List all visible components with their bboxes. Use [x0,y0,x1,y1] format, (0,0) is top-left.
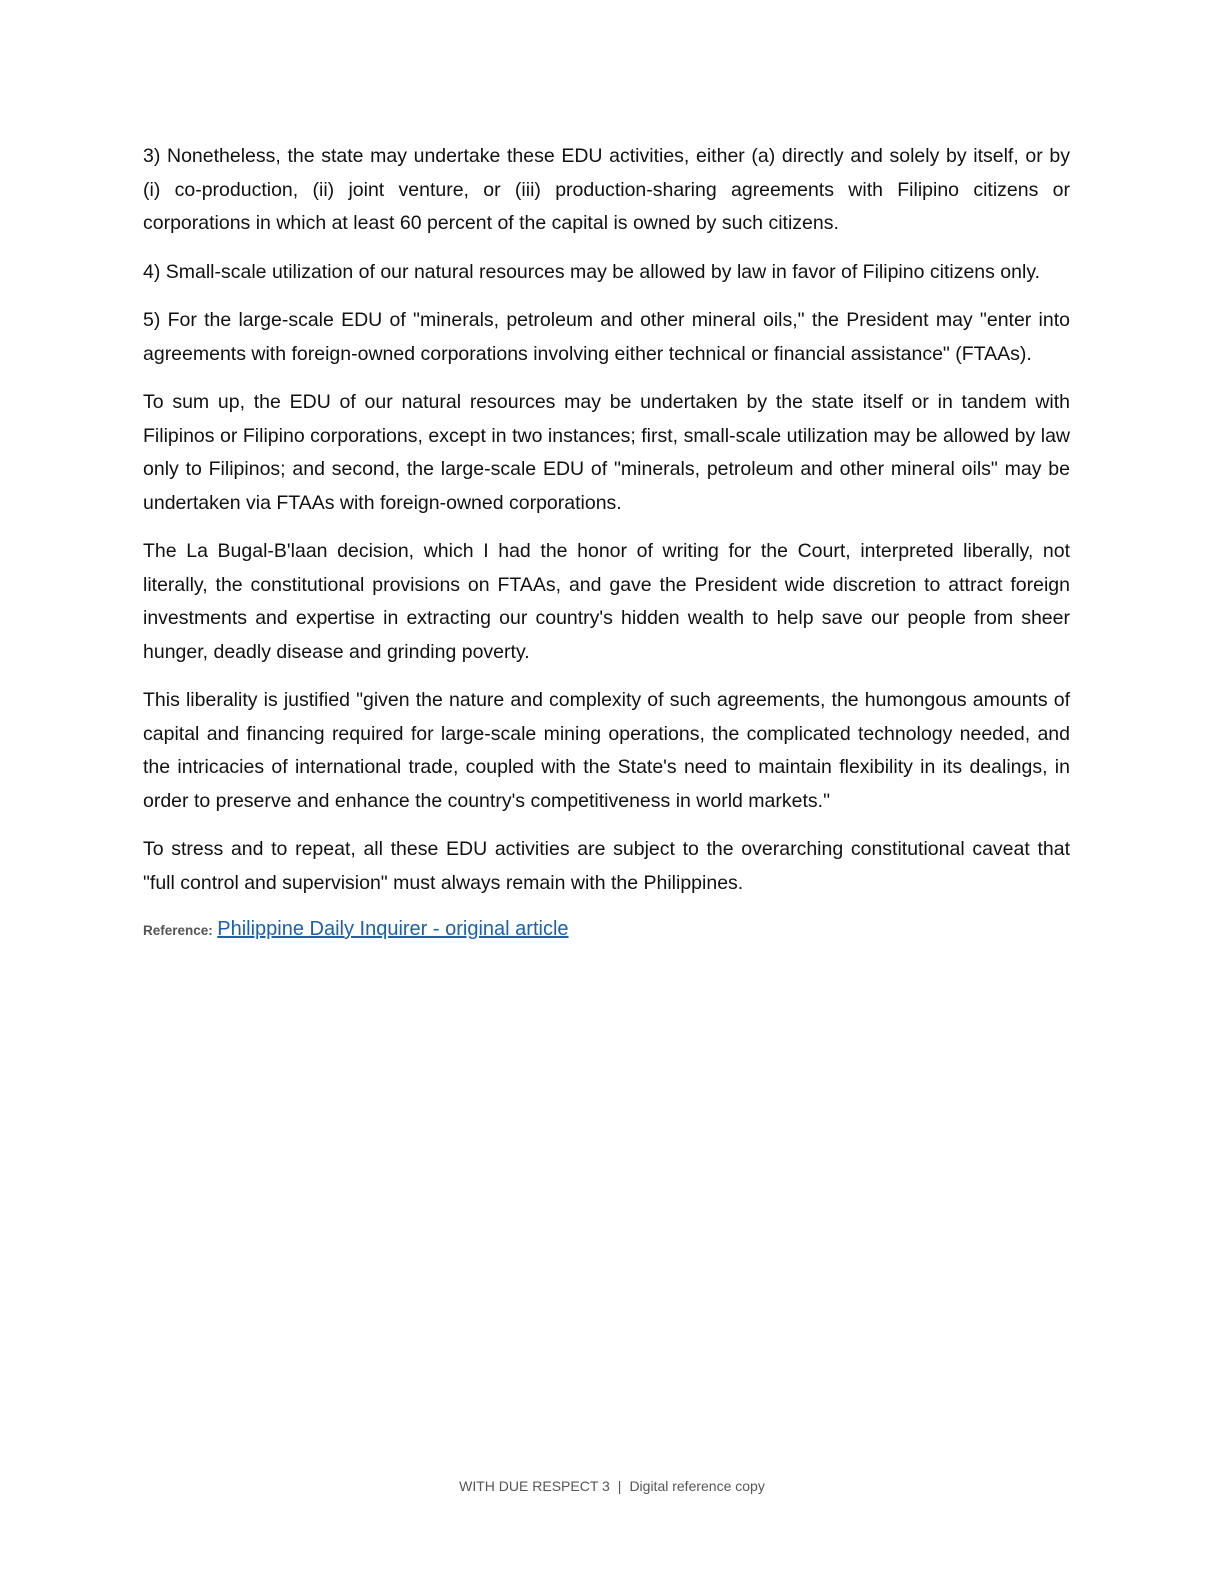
footer-note: Digital reference copy [629,1478,765,1494]
paragraph-liberality: This liberality is justified "given the nature and complexity of such agreements, the humongous amounts of capital and financing required for large-scale mining operations, the complicated technology needed, and the intricacies of international trade, coupled with the State's need to maintain flexibility in its dealings, in order to preserve and enhance the country's competitiveness in world markets." [143,689,1070,812]
footer-separator: | [617,1478,622,1494]
reference-line [143,915,1070,945]
paragraph-item-5: 5) For the large-scale EDU of "minerals, petroleum and other mineral oils," the President may "enter into agreements with foreign-owned corporations involving either technical or financial assistance" (FTAAs). [143,309,1070,365]
paragraph-summary: To sum up, the EDU of our natural resources may be undertaken by the state itself or in tandem with Filipinos or Filipino corporations, except in two instances; first, small-scale utilization may be allowed by law only to Filipinos; and second, the large-scale EDU of "minerals, petroleum and other mineral oils" may be undertaken via FTAAs with foreign-owned corporations. [143,391,1070,514]
reference-label: Reference: [143,923,213,938]
paragraph-item-4: 4) Small-scale utilization of our natural resources may be allowed by law in favor of Filipino citizens only. [143,260,1041,283]
paragraph-conclusion: To stress and to repeat, all these EDU activities are subject to the overarching constitutional caveat that "full control and supervision" must always remain with the Philippines. [143,838,1070,894]
paragraph-item-3: 3) Nonetheless, the state may undertake these EDU activities, either (a) directly and solely by itself, or by (i) co-production, (ii) joint venture, or (iii) production-sharing agreements with Filipino citizens or corporations in which at least 60 percent of the capital is owned by such citizens. [143,145,1070,234]
footer-title: WITH DUE RESPECT 3 [459,1478,610,1494]
reference-link[interactable]: Philippine Daily Inquirer - original article [217,918,569,940]
paragraph-la-bugal-decision: The La Bugal-B'laan decision, which I had the honor of writing for the Court, interpreted liberally, not literally, the constitutional provisions on FTAAs, and gave the President wide discretion to attract foreign investments and expertise in extracting our country's hidden wealth to help save our people from sheer hunger, deadly disease and grinding poverty. [143,540,1070,663]
page-footer [0,1478,1224,1494]
document-body [143,140,1070,945]
